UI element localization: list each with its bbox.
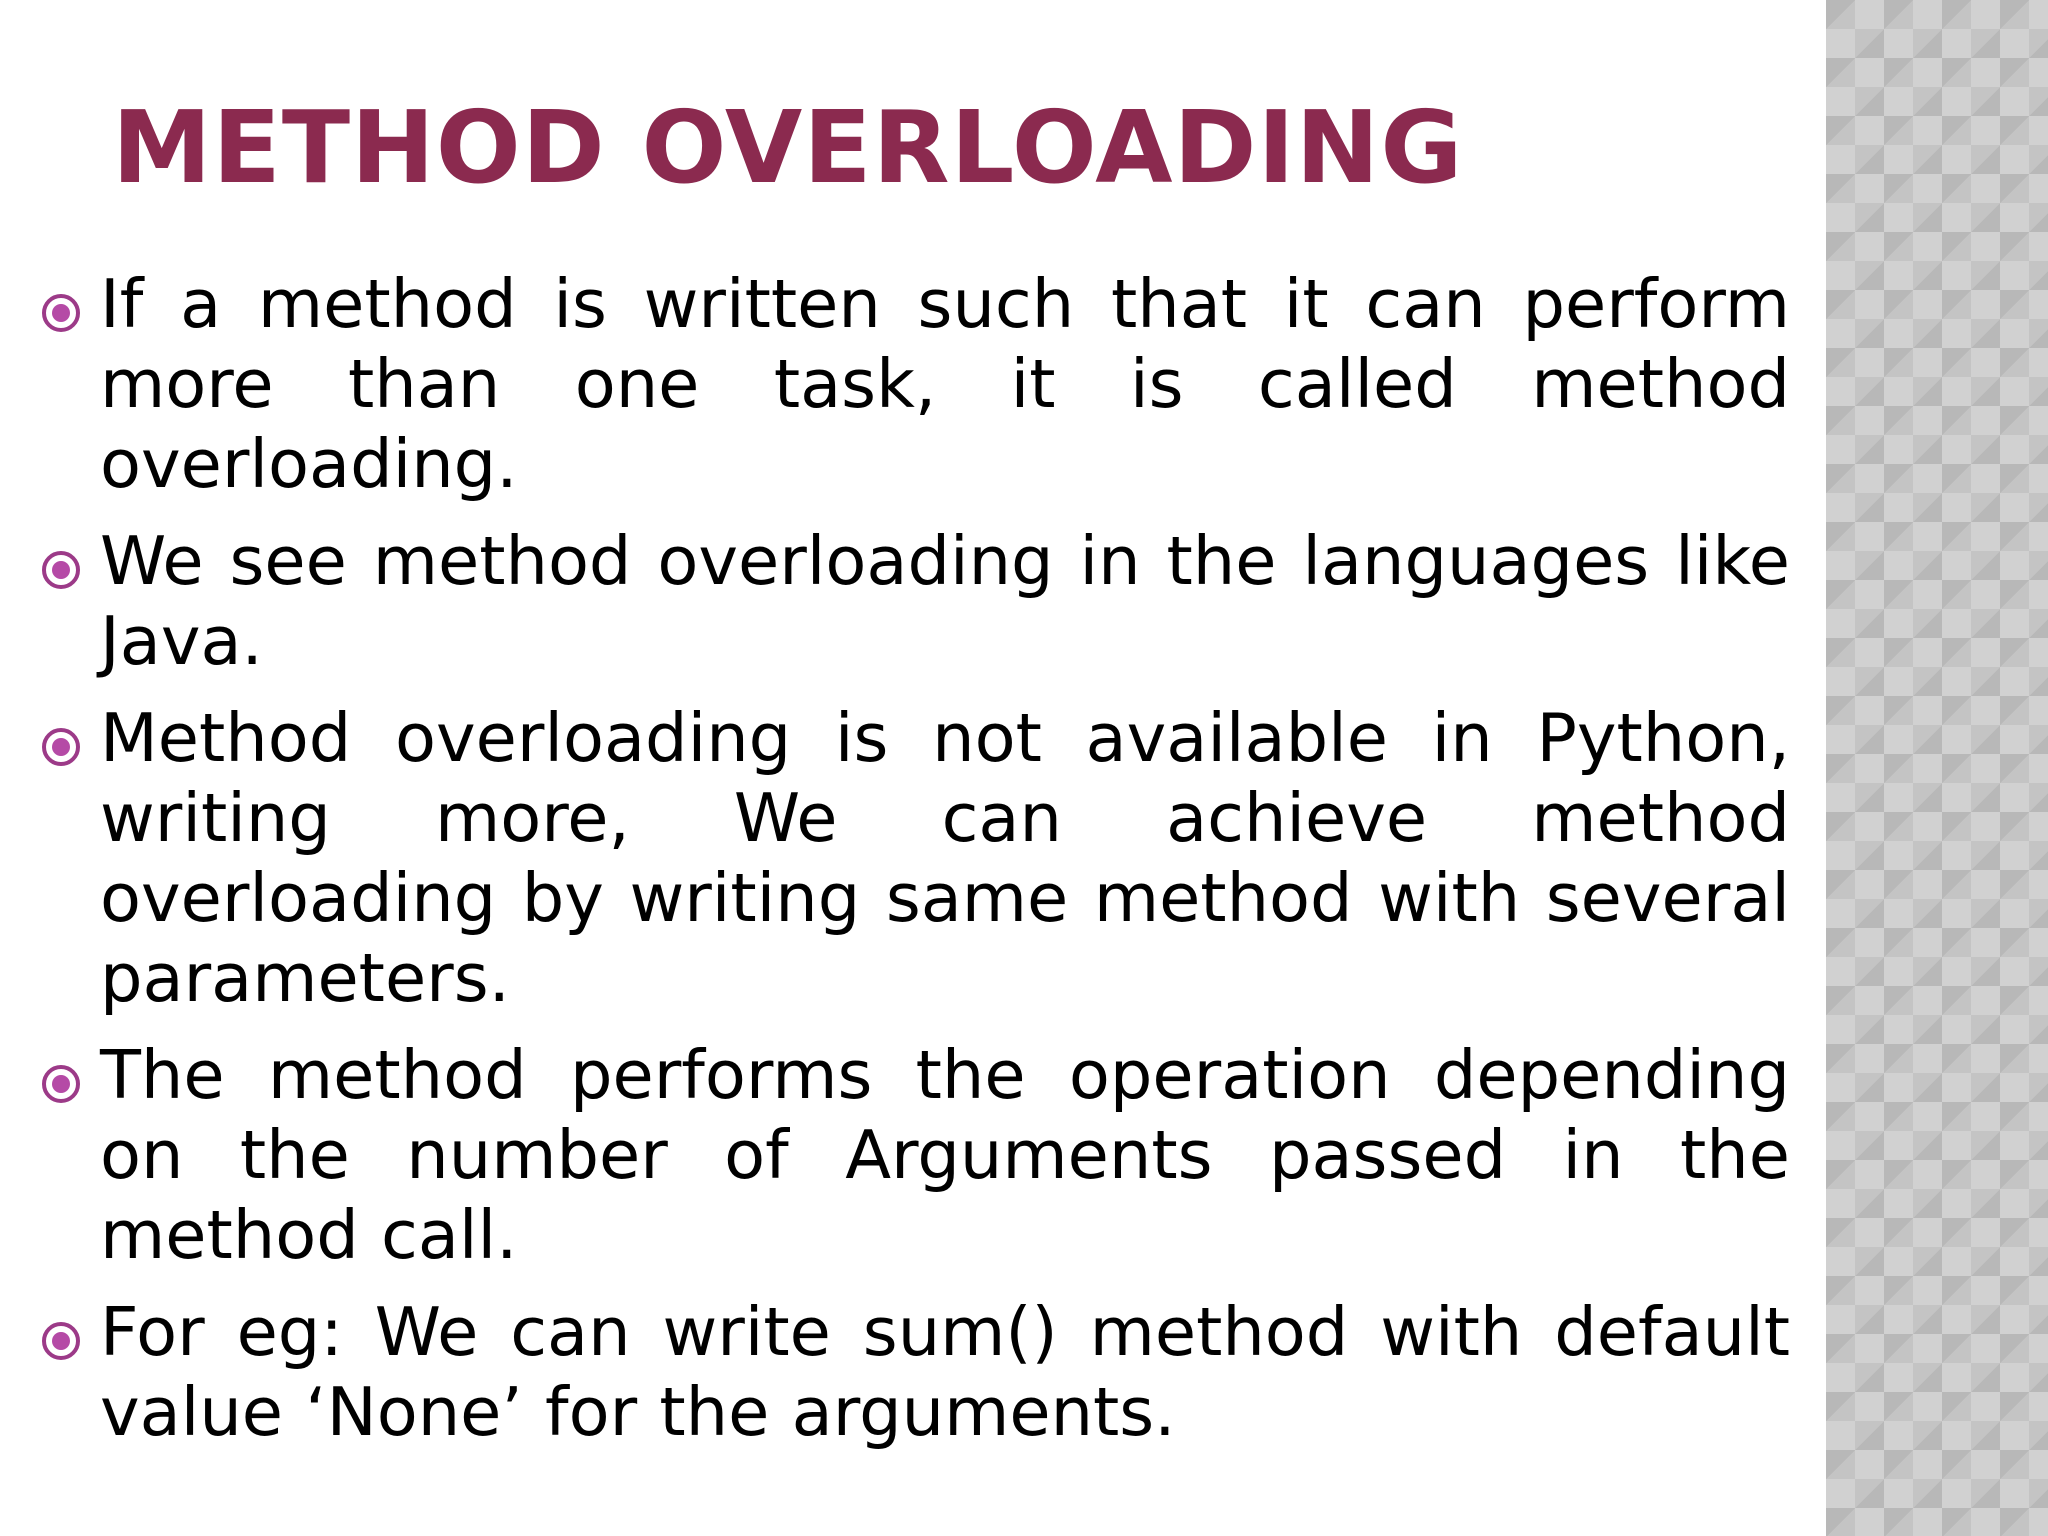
bullet-item: [0, 521, 1790, 681]
bullet-text: Method overloading is not available in Python, writing more, We can achieve method overloading by writing same method with several parameters.: [100, 699, 1790, 1017]
bullet-circle-icon: [42, 1322, 80, 1360]
bullet-item: [0, 264, 1790, 504]
bullet-item: [0, 1035, 1790, 1275]
bullet-item: [0, 1292, 1790, 1452]
bullet-circle-icon: [42, 728, 80, 766]
bullet-text: We see method overloading in the languages like Java.: [100, 522, 1790, 680]
bullet-list: [0, 264, 1790, 1469]
decorative-side-panel: [1826, 0, 2048, 1536]
bullet-text: The method performs the operation depending on the number of Arguments passed in the method call.: [100, 1036, 1790, 1274]
bullet-circle-icon: [42, 294, 80, 332]
bullet-text: For eg: We can write sum() method with default value ‘None’ for the arguments.: [100, 1293, 1790, 1451]
bullet-circle-icon: [42, 1065, 80, 1103]
bullet-text: If a method is written such that it can perform more than one task, it is called method overloading.: [100, 265, 1790, 503]
bullet-circle-icon: [42, 551, 80, 589]
bullet-item: [0, 698, 1790, 1018]
slide-title: METHOD OVERLOADING: [112, 89, 1464, 206]
